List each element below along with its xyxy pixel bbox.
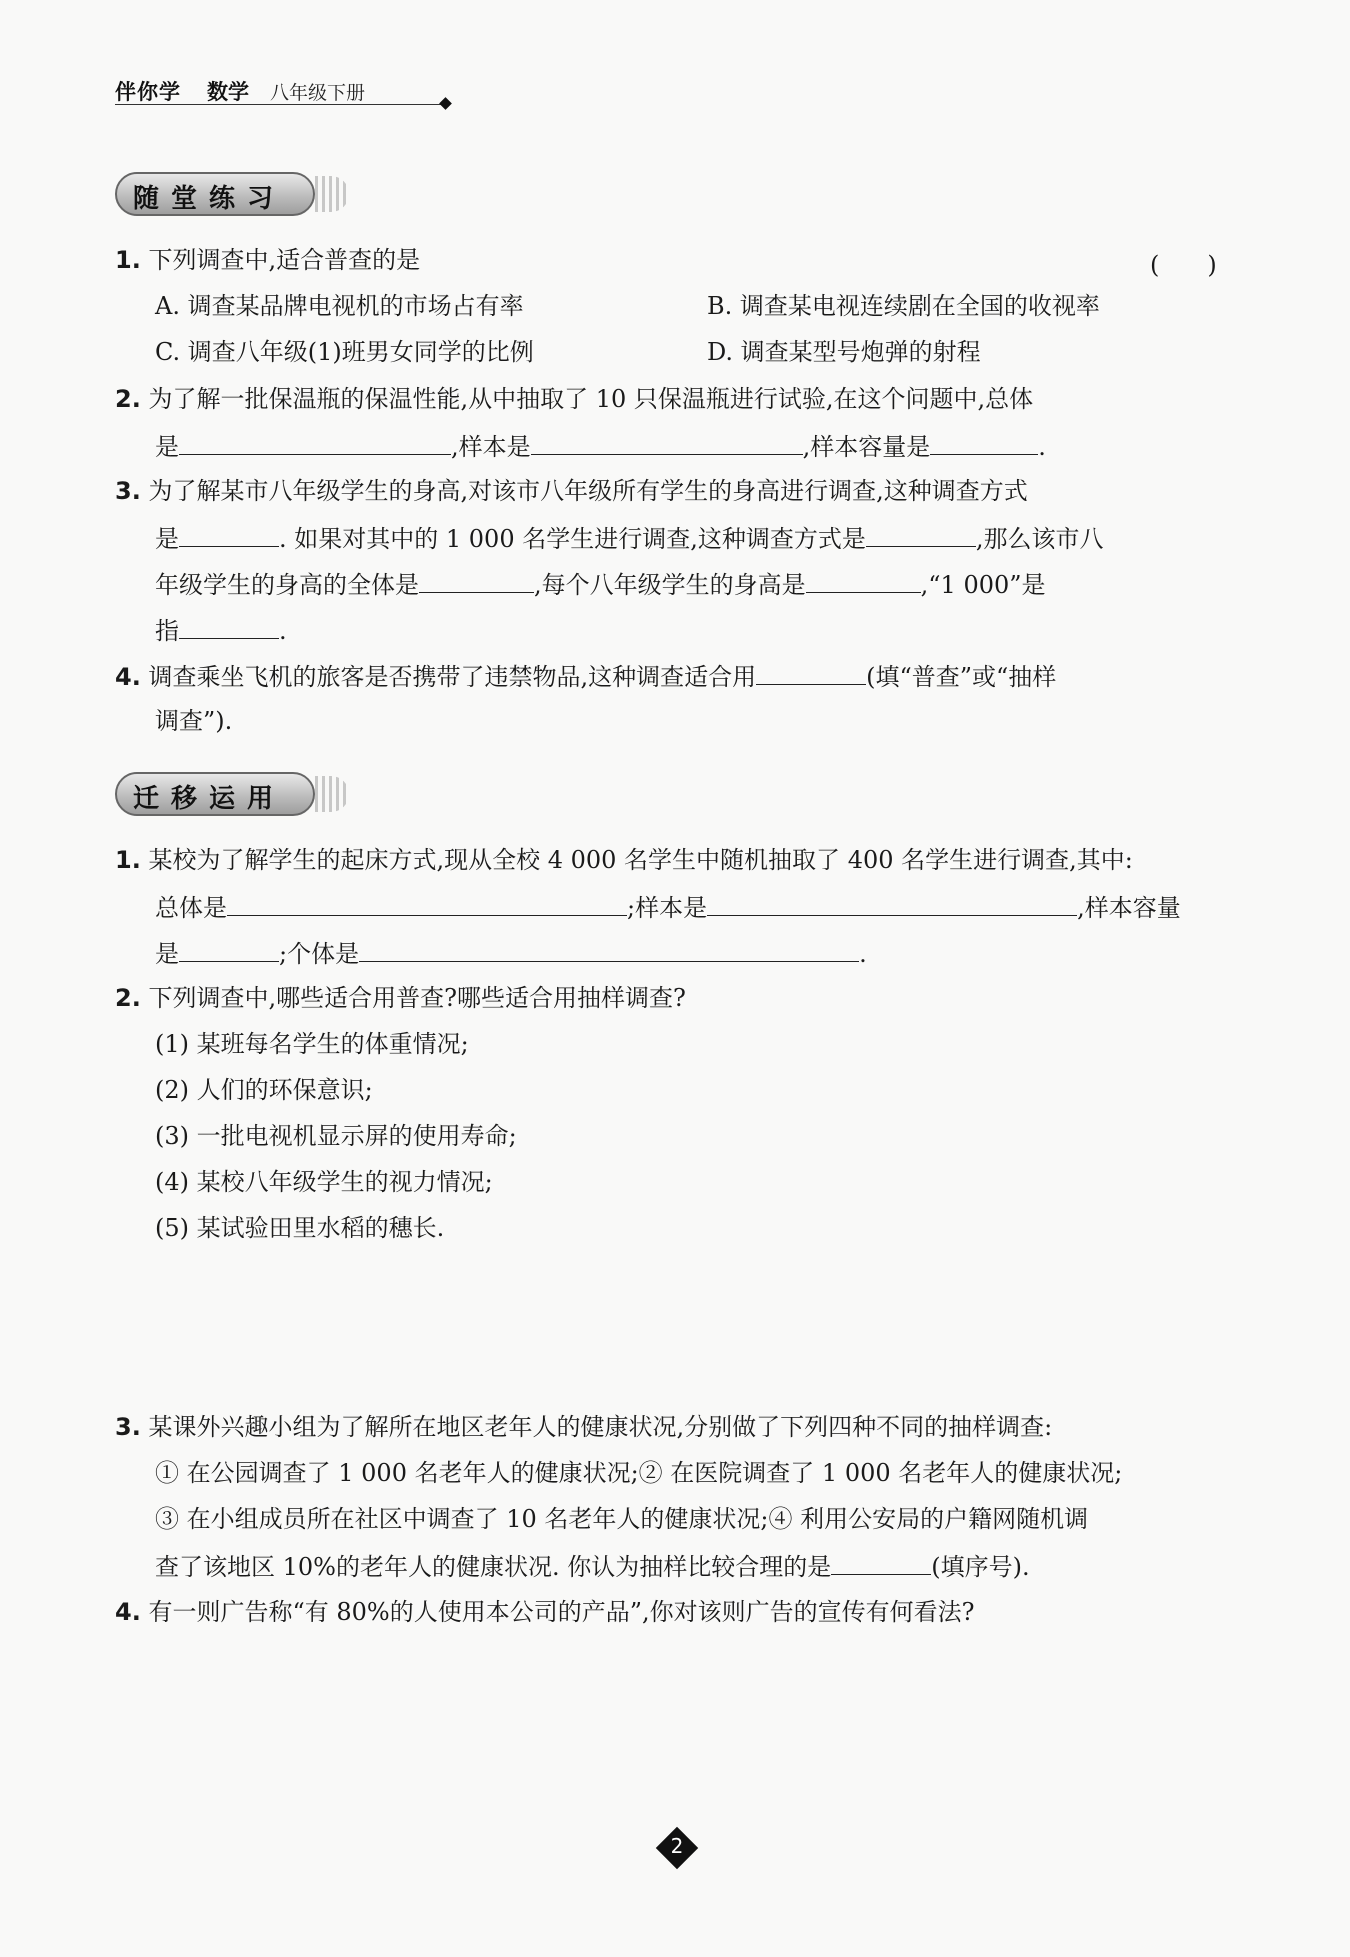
text-fragment: ;个体是	[279, 940, 360, 968]
section-ridges	[315, 776, 349, 812]
question-number: 1.	[115, 846, 141, 874]
option-b: B. 调查某电视连续剧在全国的收视率	[707, 292, 1100, 320]
section-title: 随堂练习	[133, 184, 286, 214]
page-number: 2	[670, 1834, 684, 1858]
question-number: 3.	[115, 1413, 141, 1441]
option-d: D. 调查某型号炮弹的射程	[707, 338, 981, 366]
s1-q4-line1	[115, 660, 1056, 692]
question-text: 某课外兴趣小组为了解所在地区老年人的健康状况,分别做了下列四种不同的抽样调查:	[148, 1413, 1053, 1441]
s1-q4-line2: 调查”).	[155, 707, 233, 735]
s2-q2-item: (2) 人们的环保意识;	[155, 1076, 373, 1104]
text-fragment: .	[279, 617, 287, 645]
s2-q2-item: (3) 一批电视机显示屏的使用寿命;	[155, 1122, 517, 1150]
answer-blank[interactable]	[531, 430, 803, 455]
s1-q3-line2	[155, 522, 1104, 554]
s2-q1-line2	[155, 891, 1181, 923]
book-subject: 数学	[207, 80, 249, 104]
book-grade: 八年级下册	[270, 82, 366, 104]
section-tab-application	[115, 772, 335, 818]
answer-blank[interactable]	[179, 430, 451, 455]
answer-blank[interactable]	[756, 660, 866, 685]
page-header	[115, 74, 455, 114]
question-text: 有一则广告称“有 80%的人使用本公司的产品”,你对该则广告的宣传有何看法?	[148, 1598, 975, 1626]
answer-blank[interactable]	[707, 891, 1077, 916]
s2-q1-line3	[155, 937, 867, 969]
s2-q3-line2: ① 在公园调查了 1 000 名老年人的健康状况;② 在医院调查了 1 000 名老年人的健康状况;	[155, 1459, 1123, 1487]
s1-q2-line2	[155, 430, 1046, 462]
s1-q2-line1	[115, 384, 1033, 414]
text-fragment: 年级学生的身高的全体是	[155, 571, 419, 599]
section-title: 迁移运用	[133, 784, 286, 814]
question-text: 某校为了解学生的起床方式,现从全校 4 000 名学生中随机抽取了 400 名学生进行调查,其中:	[148, 846, 1133, 874]
text-fragment: (填“普查”或“抽样	[866, 663, 1057, 691]
header-rule	[115, 104, 447, 105]
text-fragment: ,样本容量	[1077, 894, 1181, 922]
answer-blank[interactable]	[806, 568, 921, 593]
text-fragment: .	[859, 940, 867, 968]
text-fragment: (填序号).	[931, 1553, 1030, 1581]
text-fragment: 是	[155, 525, 179, 553]
question-number: 1.	[115, 246, 141, 274]
text-fragment: . 如果对其中的 1 000 名学生进行调查,这种调查方式是	[279, 525, 866, 553]
question-number: 3.	[115, 477, 141, 505]
answer-blank[interactable]	[359, 937, 859, 962]
question-number: 4.	[115, 1598, 141, 1626]
answer-blank[interactable]	[179, 522, 279, 547]
text-fragment: ,样本是	[451, 433, 531, 461]
text-fragment: 调查乘坐飞机的旅客是否携带了违禁物品,这种调查适合用	[148, 663, 757, 691]
s1-q3-line3	[155, 568, 1046, 600]
text-fragment: ,“1 000”是	[920, 571, 1046, 599]
s2-q1-line1	[115, 845, 1133, 875]
text-fragment: .	[1038, 433, 1046, 461]
s1-q3-line4	[155, 614, 287, 646]
answer-blank[interactable]	[179, 614, 279, 639]
text-fragment: ,那么该市八	[975, 525, 1104, 553]
answer-blank[interactable]	[866, 522, 976, 547]
question-number: 2.	[115, 984, 141, 1012]
section-ridges	[315, 176, 349, 212]
text-fragment: 是	[155, 433, 179, 461]
answer-blank[interactable]	[419, 568, 534, 593]
s1-q3-line1	[115, 476, 1028, 506]
question-stem: 下列调查中,适合普查的是	[148, 246, 421, 274]
answer-parentheses: ( )	[1150, 251, 1217, 279]
answer-blank[interactable]	[227, 891, 627, 916]
s2-q3-line1	[115, 1412, 1052, 1442]
question-number: 4.	[115, 663, 141, 691]
s2-q2-stem-line	[115, 983, 686, 1013]
text-fragment: 指	[155, 617, 179, 645]
text-fragment: ,样本容量是	[802, 433, 931, 461]
book-brand: 伴你学	[115, 80, 181, 104]
s2-q2-item: (4) 某校八年级学生的视力情况;	[155, 1168, 493, 1196]
answer-blank[interactable]	[930, 430, 1038, 455]
question-stem: 下列调查中,哪些适合用普查?哪些适合用抽样调查?	[148, 984, 686, 1012]
answer-blank[interactable]	[179, 937, 279, 962]
question-text: 为了解一批保温瓶的保温性能,从中抽取了 10 只保温瓶进行试验,在这个问题中,总体	[148, 385, 1034, 413]
text-fragment: 是	[155, 940, 179, 968]
s2-q2-item: (5) 某试验田里水稻的穗长.	[155, 1214, 445, 1242]
s2-q2-item: (1) 某班每名学生的体重情况;	[155, 1030, 469, 1058]
answer-blank[interactable]	[831, 1550, 931, 1575]
header-diamond-icon	[439, 97, 452, 110]
s2-q3-line4	[155, 1550, 1030, 1582]
option-a: A. 调查某品牌电视机的市场占有率	[155, 292, 524, 320]
text-fragment: 查了该地区 10%的老年人的健康状况. 你认为抽样比较合理的是	[155, 1553, 832, 1581]
section-tab-practice	[115, 172, 335, 218]
text-fragment: 总体是	[155, 894, 227, 922]
text-fragment: ,每个八年级学生的身高是	[534, 571, 806, 599]
page-number-badge	[656, 1827, 698, 1869]
s2-q4-line1	[115, 1597, 974, 1627]
text-fragment: ;样本是	[627, 894, 708, 922]
question-number: 2.	[115, 385, 141, 413]
option-c: C. 调查八年级(1)班男女同学的比例	[155, 338, 534, 366]
question-text: 为了解某市八年级学生的身高,对该市八年级所有学生的身高进行调查,这种调查方式	[148, 477, 1028, 505]
s1-q1-stem-line	[115, 245, 420, 275]
s2-q3-line3: ③ 在小组成员所在社区中调查了 10 名老年人的健康状况;④ 利用公安局的户籍网随机调	[155, 1505, 1089, 1533]
